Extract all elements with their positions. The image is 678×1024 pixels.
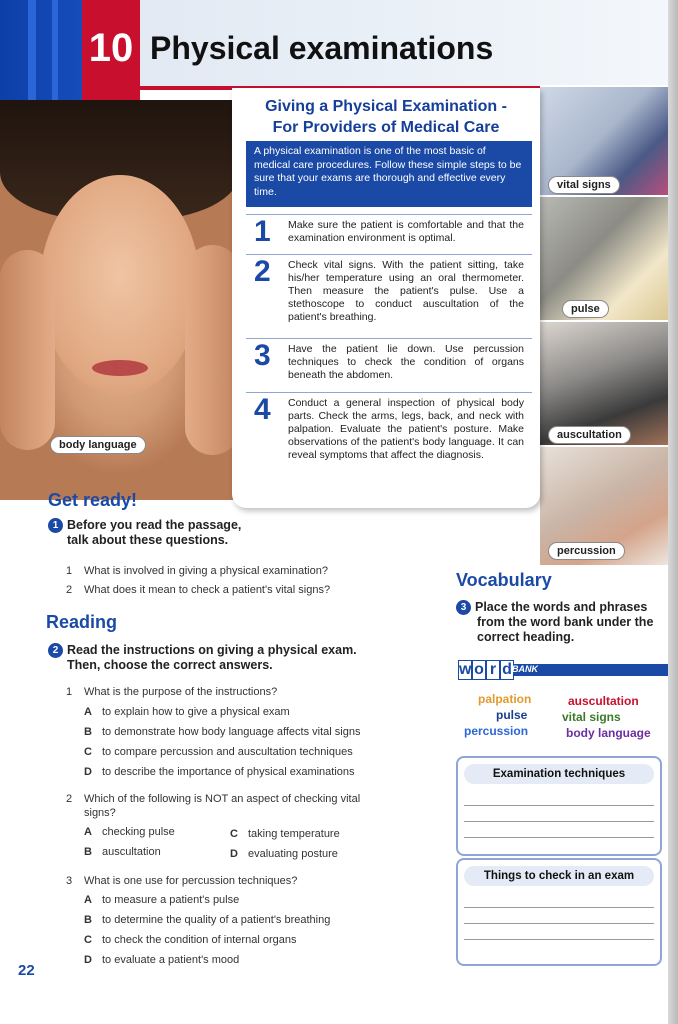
card-title-line: Giving a Physical Examination -	[265, 98, 507, 115]
question-text: Which of the following is NOT an aspect of checking vital	[84, 793, 361, 805]
step-3	[246, 338, 532, 390]
word-pulse[interactable]: pulse	[496, 708, 528, 722]
photo-pulse	[540, 195, 678, 320]
word-body-language[interactable]: body language	[566, 726, 651, 740]
word-percussion[interactable]: percussion	[464, 724, 529, 738]
option-letter: A	[84, 894, 92, 906]
answer-line[interactable]	[464, 892, 654, 908]
option-letter: B	[84, 846, 92, 858]
task-number-badge: 1	[48, 518, 63, 533]
answer-option[interactable]	[84, 953, 239, 967]
answer-line[interactable]	[464, 908, 654, 924]
instruction-line: talk about these questions.	[67, 533, 229, 547]
question-number: 1	[66, 565, 73, 577]
option-text: to demonstrate how body language affects vital signs	[102, 726, 361, 738]
word-logo-letter: d	[500, 660, 514, 680]
step-number: 2	[254, 255, 271, 288]
answer-option[interactable]	[84, 745, 353, 759]
word-auscultation[interactable]: auscultation	[568, 694, 639, 708]
word-logo-letter: w	[459, 661, 472, 678]
reading-question-3	[66, 874, 297, 888]
instruction-line: correct heading.	[477, 630, 575, 644]
instruction-line: Place the words and phrases	[475, 600, 648, 614]
answer-option[interactable]	[84, 933, 296, 947]
vocabulary-instruction	[456, 600, 653, 645]
option-letter: B	[84, 726, 92, 738]
answer-option[interactable]	[84, 913, 330, 927]
answer-line[interactable]	[464, 790, 654, 806]
question-text: What is one use for percussion techniques?	[84, 875, 298, 887]
step-text: Conduct a general inspection of physical body parts. Check the arms, legs, back, and neck with palpation. Evaluate the patient's posture. Make observations of the patient's body language. It can reveal symptoms that affect the diagnosis.	[288, 397, 524, 461]
step-text: Make sure the patient is comfortable and that the examination environment is optimal.	[288, 219, 524, 244]
question-number: 2	[66, 793, 73, 805]
unit-number: 10	[88, 26, 134, 70]
option-letter: C	[84, 746, 92, 758]
examination-techniques-box	[456, 756, 662, 856]
word-bank-label: BANK	[512, 664, 538, 674]
step-2	[246, 254, 532, 336]
card-title	[240, 96, 532, 138]
tag-percussion: percussion	[548, 542, 625, 560]
option-text: to check the condition of internal organs	[102, 934, 297, 946]
instruction-line: Then, choose the correct answers.	[67, 658, 273, 672]
box-heading: Examination techniques	[464, 764, 654, 784]
tag-auscultation: auscultation	[548, 426, 631, 444]
option-text: to measure a patient's pulse	[102, 894, 240, 906]
answer-option[interactable]	[84, 765, 355, 779]
get-ready-heading: Get ready!	[48, 490, 138, 510]
instruction-line: from the word bank under the	[477, 615, 654, 629]
option-text: to determine the quality of a patient's breathing	[102, 914, 331, 926]
tag-pulse: pulse	[562, 300, 609, 318]
answer-line[interactable]	[464, 924, 654, 940]
question-number: 2	[66, 584, 73, 596]
get-ready-question	[66, 583, 330, 597]
question-text: What is involved in giving a physical examination?	[84, 565, 328, 577]
page-number: 22	[18, 962, 35, 979]
reading-question-1	[66, 685, 277, 699]
answer-line[interactable]	[464, 806, 654, 822]
step-1	[246, 214, 532, 252]
reading-question-2	[66, 792, 360, 820]
answer-option[interactable]	[230, 827, 340, 841]
word-vital-signs[interactable]: vital signs	[562, 710, 621, 724]
tag-vital-signs: vital signs	[548, 176, 620, 194]
option-letter: A	[84, 706, 92, 718]
option-letter: C	[230, 828, 238, 840]
answer-option[interactable]	[84, 845, 161, 859]
answer-option[interactable]	[84, 705, 290, 719]
answer-option[interactable]	[84, 825, 175, 839]
reading-instruction	[48, 643, 357, 673]
photo-hand-left	[0, 250, 55, 450]
answer-option[interactable]	[84, 725, 360, 739]
option-letter: A	[84, 826, 92, 838]
option-text: to explain how to give a physical exam	[102, 706, 290, 718]
option-text: to compare percussion and auscultation techniques	[102, 746, 353, 758]
vocabulary-heading: Vocabulary	[456, 570, 552, 590]
answer-line[interactable]	[464, 822, 654, 838]
option-text: to evaluate a patient's mood	[102, 954, 240, 966]
question-text: signs?	[84, 807, 116, 819]
word-bank-logo	[458, 660, 514, 680]
card-title-line: For Providers of Medical Care	[272, 119, 500, 136]
header-stripe-accent	[28, 0, 36, 100]
things-to-check-box	[456, 858, 662, 966]
option-text: to describe the importance of physical examinations	[102, 766, 355, 778]
step-text: Have the patient lie down. Use percussion techniques to check the condition of organs beneath the abdomen.	[288, 343, 524, 381]
instruction-line: Read the instructions on giving a physical exam.	[67, 643, 357, 657]
word-palpation[interactable]: palpation	[478, 692, 532, 706]
question-number: 3	[66, 875, 73, 887]
get-ready-question	[66, 564, 328, 578]
header-stripe-accent	[52, 0, 58, 100]
step-number: 3	[254, 339, 271, 372]
option-letter: B	[84, 914, 92, 926]
task-number-badge: 2	[48, 643, 63, 658]
step-number: 1	[254, 215, 271, 248]
task-number-badge: 3	[456, 600, 471, 615]
question-text: What does it mean to check a patient's vital signs?	[84, 584, 331, 596]
answer-option[interactable]	[84, 893, 239, 907]
page-title: Physical examinations	[150, 30, 494, 66]
option-text: auscultation	[102, 846, 161, 858]
card-intro: A physical examination is one of the most basic of medical care procedures. Follow these simple steps to be sure that your exams are thorough and effective every time.	[246, 141, 532, 207]
option-letter: D	[84, 954, 92, 966]
step-4	[246, 392, 532, 488]
step-text: Check vital signs. With the patient sitting, take his/her temperature using an oral thermometer. Then measure the patient's pulse. Use a stethoscope to conduct auscultation of the patient's breathing.	[288, 259, 524, 323]
tag-body-language: body language	[50, 436, 146, 454]
option-text: taking temperature	[248, 828, 340, 840]
option-letter: C	[84, 934, 92, 946]
option-text: checking pulse	[102, 826, 175, 838]
question-number: 1	[66, 686, 73, 698]
word-logo-letter: o	[472, 660, 486, 680]
step-number: 4	[254, 393, 271, 426]
box-heading: Things to check in an exam	[464, 866, 654, 886]
option-letter: D	[84, 766, 92, 778]
page-edge-shadow	[668, 0, 678, 1024]
instruction-line: Before you read the passage,	[67, 518, 242, 532]
question-text: What is the purpose of the instructions?	[84, 686, 278, 698]
photo-lips	[92, 360, 148, 376]
option-text: evaluating posture	[248, 848, 338, 860]
option-letter: D	[230, 848, 238, 860]
get-ready-instruction	[48, 518, 241, 548]
word-logo-letter: r	[486, 660, 500, 680]
reading-heading: Reading	[46, 612, 118, 632]
answer-option[interactable]	[230, 847, 338, 861]
